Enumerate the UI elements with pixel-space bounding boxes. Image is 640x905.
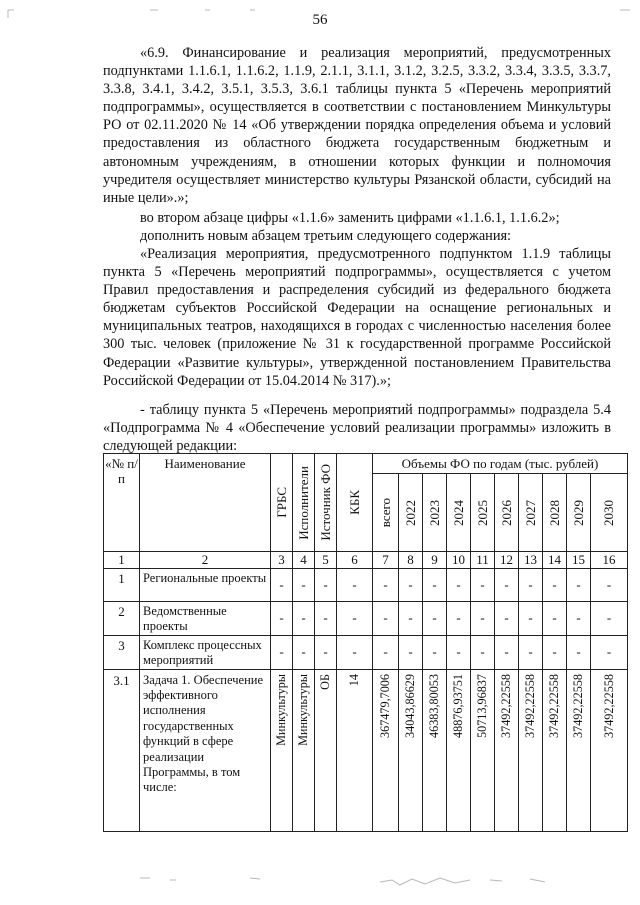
row-dash: - [591,635,628,669]
row-dash: - [543,569,567,602]
row-dash: - [399,635,423,669]
row-value: 37492,22558 [567,669,591,831]
header-source: Источник ФО [315,454,337,552]
header-year: 2029 [567,474,591,552]
row-dash: - [567,602,591,636]
header-year: 2030 [591,474,628,552]
row-num: 3 [104,635,140,669]
row-name: Ведомственные проекты [140,602,271,636]
row-dash: - [471,569,495,602]
row-dash: - [519,635,543,669]
row-dash: - [447,635,471,669]
row-dash: - [315,602,337,636]
header-year: 2026 [495,474,519,552]
column-number: 14 [543,552,567,569]
column-number: 13 [519,552,543,569]
row-dash: - [337,569,373,602]
row-dash: - [447,569,471,602]
column-number: 2 [140,552,271,569]
header-volumes: Объемы ФО по годам (тыс. рублей) [373,454,628,474]
row-grbs: Минкультуры [271,669,293,831]
row-dash: - [591,569,628,602]
header-year: 2023 [423,474,447,552]
row-dash: - [315,635,337,669]
column-number: 5 [315,552,337,569]
column-number: 7 [373,552,399,569]
row-dash: - [543,602,567,636]
paragraph-table-intro: - таблицу пункта 5 «Перечень мероприятий подпрограммы» подраздела 5.4 «Подпрограмма № 4 «Обеспечение условий реализации программы» изложить в следующей редакции: [103,402,611,455]
row-value-total: 367479,7006 [373,669,399,831]
row-dash: - [337,635,373,669]
row-dash: - [293,602,315,636]
row-dash: - [519,569,543,602]
row-dash: - [447,602,471,636]
row-dash: - [471,635,495,669]
header-grbs: ГРБС [271,454,293,552]
row-dash: - [495,602,519,636]
column-number: 1 [104,552,140,569]
header-year: 2022 [399,474,423,552]
column-number: 12 [495,552,519,569]
row-value: 37492,22558 [495,669,519,831]
header-year: 2028 [543,474,567,552]
row-dash: - [373,635,399,669]
row-dash: - [567,569,591,602]
column-number: 9 [423,552,447,569]
column-number: 11 [471,552,495,569]
row-num: 2 [104,602,140,636]
header-total: всего [373,474,399,552]
header-num: «№ п/п [104,454,140,552]
row-dash: - [543,635,567,669]
row-dash: - [423,569,447,602]
row-dash: - [271,602,293,636]
column-number: 3 [271,552,293,569]
row-name: Комплекс процессных мероприятий [140,635,271,669]
row-dash: - [373,569,399,602]
row-dash: - [293,569,315,602]
column-number: 6 [337,552,373,569]
column-number: 4 [293,552,315,569]
header-year: 2025 [471,474,495,552]
row-ispolniteli: Минкультуры [293,669,315,831]
row-dash: - [399,602,423,636]
column-number: 15 [567,552,591,569]
row-value: 37492,22558 [591,669,628,831]
paragraph-replace-digits: во втором абзаце цифры «1.1.6» заменить цифрами «1.1.6.1, 1.1.6.2»; [140,210,560,226]
paragraph-financing: «6.9. Финансирование и реализация мероприятий, предусмотренных подпунктами 1.1.6.1, 1.1.6.2, 1.1.9, 2.1.1, 3.1.1, 3.1.2, 3.2.5, 3.3.2, 3.3.4, 3.3.5, 3.3.7, 3.3.8, 3.4.1, 3.4.2, 3.5.1, 3.5.3, 3.6.1 таблицы пункта 5 «Перечень мероприятий подпрограммы», осуществляется в соответствии с постановлением Минкультуры РО от 02.11.2020 № 14 «Об утверждении порядка определения объема и условий предоставления из областного бюджета государственным бюджетным и автономным учреждениям, в отношении которых функции и полномочия учредителя осуществляет министерство культуры Рязанской области, субсидий на иные цели».»; [103,45,611,206]
row-dash: - [471,602,495,636]
header-year: 2027 [519,474,543,552]
paragraph-add-new: дополнить новым абзацем третьим следующего содержания: [140,228,512,244]
row-name: Региональные проекты [140,569,271,602]
header-ispolniteli: Исполнители [293,454,315,552]
row-num: 3.1 [104,669,140,831]
header-year: 2024 [447,474,471,552]
column-number: 10 [447,552,471,569]
row-dash: - [271,569,293,602]
header-name: Наименование [140,454,271,552]
row-dash: - [271,635,293,669]
column-number: 16 [591,552,628,569]
row-dash: - [373,602,399,636]
row-value: 46383,80053 [423,669,447,831]
page-number: 56 [312,12,328,28]
row-dash: - [423,635,447,669]
row-dash: - [495,569,519,602]
row-num: 1 [104,569,140,602]
row-value: 37492,22558 [519,669,543,831]
row-dash: - [495,635,519,669]
row-source: ОБ [315,669,337,831]
row-dash: - [519,602,543,636]
row-value: 37492,22558 [543,669,567,831]
paragraph-implementation: «Реализация мероприятия, предусмотренного подпунктом 1.1.9 таблицы пункта 5 «Перечень мероприятий подпрограммы», осуществляется с учетом Правил предоставления и распределения субсидий из федерального бюджета бюджетам субъектов Российской Федерации на оснащение региональных и муниципальных театров, находящихся в городах с численностью населения более 300 тыс. человек (приложение № 31 к государственной программе Российской Федерации «Развитие культуры», утвержденной постановлением Правительства Российской Федерации от 15.04.2014 № 317).»; [103,246,611,389]
row-dash: - [293,635,315,669]
row-value: 48876,93751 [447,669,471,831]
row-dash: - [337,602,373,636]
row-value: 50713,96837 [471,669,495,831]
column-number: 8 [399,552,423,569]
row-name: Задача 1. Обеспечение эффективного исполнения государственных функций в сфере реализации Программы, в том числе: [140,669,271,831]
row-dash: - [423,602,447,636]
row-value: 34043,86629 [399,669,423,831]
row-dash: - [591,602,628,636]
row-dash: - [567,635,591,669]
header-kbk: КБК [337,454,373,552]
row-dash: - [315,569,337,602]
row-dash: - [399,569,423,602]
row-kbk: 14 [337,669,373,831]
